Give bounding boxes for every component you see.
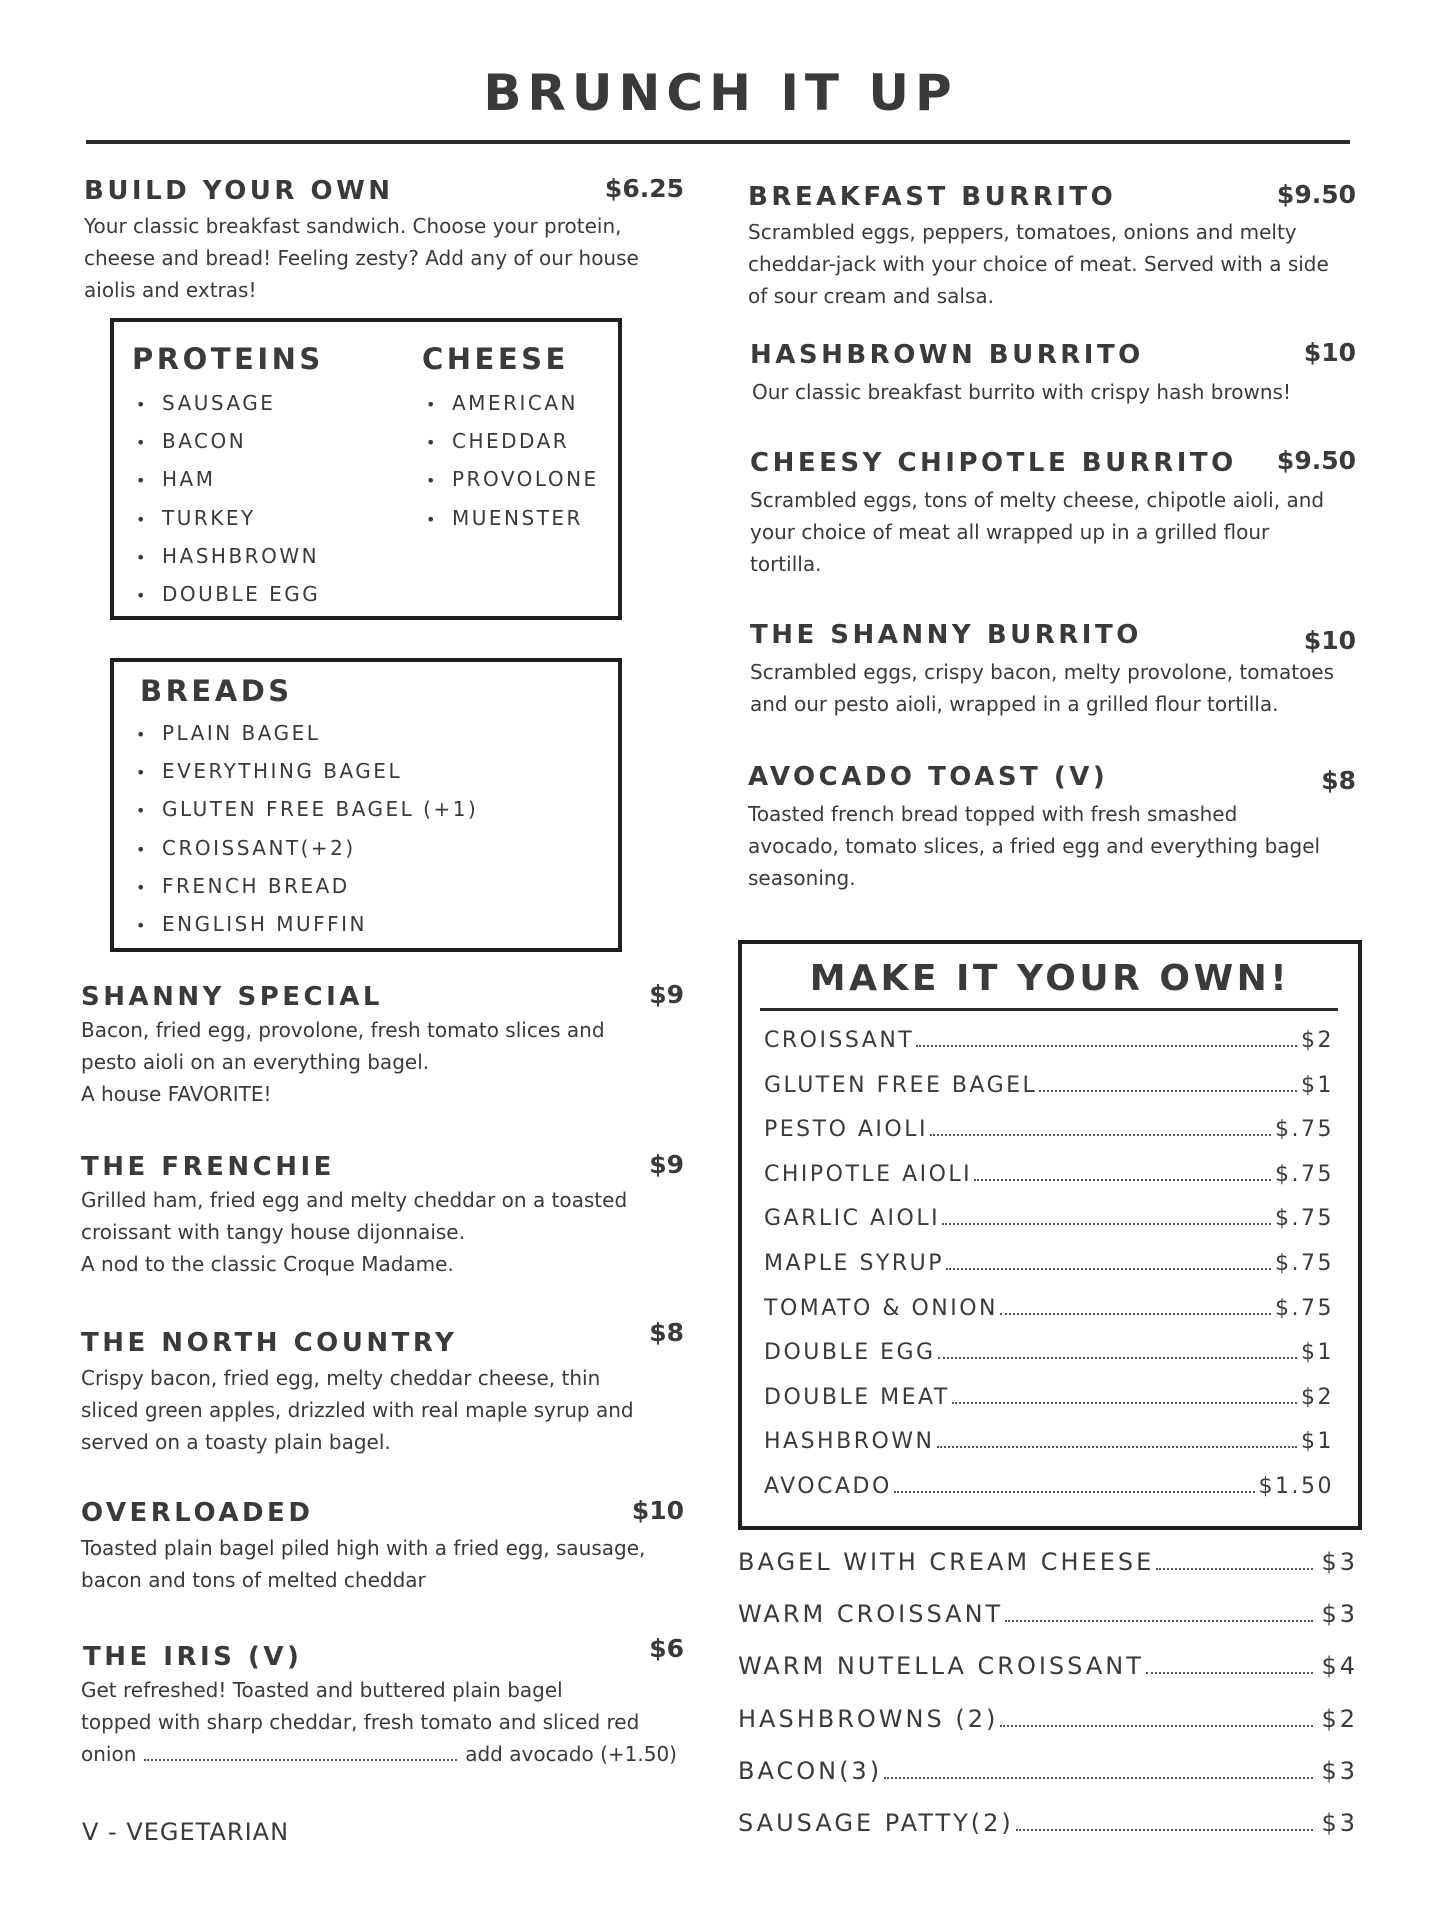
item-price-build-your-own: $6.25 [604, 174, 684, 203]
desc-line: aiolis and extras! [84, 278, 257, 302]
item-desc-hashbrown-burrito [752, 376, 1356, 408]
list-item: • BACON [136, 429, 247, 454]
addon-row: DOUBLE MEAT $2 [764, 1384, 1334, 1410]
desc-line: topped with sharp cheddar, fresh tomato and sliced red [81, 1710, 640, 1734]
desc-line: Crispy bacon, fried egg, melty cheddar cheese, thin [81, 1366, 601, 1390]
vegetarian-legend: V - VEGETARIAN [82, 1818, 290, 1846]
list-item: • ENGLISH MUFFIN [136, 911, 367, 936]
desc-line: bacon and tons of melted cheddar [81, 1568, 426, 1592]
addon-row: CHIPOTLE AIOLI $.75 [764, 1161, 1334, 1187]
side-row: BACON(3) $3 [738, 1756, 1358, 1785]
item-price-the-north-country: $8 [649, 1318, 684, 1347]
desc-line: Grilled ham, fried egg and melty cheddar on a toasted [81, 1188, 628, 1212]
desc-line: Toasted plain bagel piled high with a fried egg, sausage, [81, 1536, 646, 1560]
desc-line: Our classic breakfast burrito with crispy hash browns! [752, 380, 1291, 404]
desc-line: sliced green apples, drizzled with real maple syrup and [81, 1398, 634, 1422]
item-price-cheesy-chipotle-burrito: $9.50 [1276, 446, 1356, 475]
iris-onion-text: onion [81, 1742, 137, 1766]
item-name-overloaded: OVERLOADED [81, 1498, 314, 1528]
side-row: WARM NUTELLA CROISSANT $4 [738, 1652, 1358, 1681]
item-desc-the-north-country [81, 1362, 681, 1458]
item-desc-build-your-own [84, 210, 684, 306]
item-desc-breakfast-burrito [748, 216, 1356, 312]
addon-row: TOMATO & ONION $.75 [764, 1295, 1334, 1321]
desc-line: A nod to the classic Croque Madame. [81, 1252, 454, 1276]
make-it-your-own-box [738, 940, 1362, 1530]
item-desc-shanny-special [81, 1014, 684, 1110]
proteins-title: PROTEINS [132, 342, 324, 376]
item-price-avocado-toast: $8 [1321, 766, 1356, 795]
desc-line: Scrambled eggs, crispy bacon, melty provolone, tomatoes [750, 660, 1335, 684]
desc-line: and our pesto aioli, wrapped in a grilled flour tortilla. [750, 692, 1279, 716]
item-price-the-shanny-burrito: $10 [1303, 626, 1356, 655]
item-desc-the-frenchie [81, 1184, 684, 1280]
desc-line: Get refreshed! Toasted and buttered plain bagel [81, 1678, 563, 1702]
item-desc-the-shanny-burrito [750, 656, 1356, 720]
item-desc-cheesy-chipotle-burrito [750, 484, 1356, 580]
list-item: • FRENCH BREAD [136, 873, 350, 898]
list-item: • PROVOLONE [426, 467, 599, 492]
desc-line: croissant with tangy house dijonnaise. [81, 1220, 465, 1244]
item-price-the-iris: $6 [649, 1634, 684, 1663]
addon-row: GLUTEN FREE BAGEL $1 [764, 1072, 1334, 1098]
item-name-shanny-special: SHANNY SPECIAL [81, 982, 383, 1012]
side-row: SAUSAGE PATTY(2) $3 [738, 1808, 1358, 1837]
sides-list [738, 1548, 1358, 1861]
item-name-the-frenchie: THE FRENCHIE [81, 1152, 335, 1182]
desc-line: Scrambled eggs, peppers, tomatoes, onions and melty [748, 220, 1297, 244]
addon-row: DOUBLE EGG $1 [764, 1340, 1334, 1366]
item-name-cheesy-chipotle-burrito: CHEESY CHIPOTLE BURRITO [750, 448, 1237, 478]
desc-line: cheese and bread! Feeling zesty? Add any of our house [84, 246, 639, 270]
item-name-the-shanny-burrito: THE SHANNY BURRITO [750, 620, 1142, 650]
proteins-list [136, 384, 320, 613]
iris-avocado-line [81, 1738, 677, 1770]
desc-line: Your classic breakfast sandwich. Choose your protein, [84, 214, 622, 238]
item-desc-avocado-toast [748, 798, 1356, 894]
addon-row: CROISSANT $2 [764, 1028, 1334, 1053]
list-item: • DOUBLE EGG [136, 581, 321, 606]
list-item: • CHEDDAR [426, 429, 570, 454]
addon-row: GARLIC AIOLI $.75 [764, 1206, 1334, 1232]
desc-line: Scrambled eggs, tons of melty cheese, chipotle aioli, and [750, 488, 1325, 512]
item-desc-the-iris [81, 1674, 677, 1770]
item-name-the-iris: THE IRIS (V) [83, 1642, 303, 1672]
item-price-breakfast-burrito: $9.50 [1276, 180, 1356, 209]
dot-leader [144, 1759, 457, 1761]
menu-title: BRUNCH IT UP [483, 64, 958, 122]
iris-avocado-option: add avocado (+1.50) [465, 1742, 677, 1766]
desc-line: tortilla. [750, 552, 822, 576]
desc-line: seasoning. [748, 866, 856, 890]
item-price-shanny-special: $9 [649, 980, 684, 1009]
addon-list [764, 1028, 1334, 1519]
side-row: HASHBROWNS (2) $2 [738, 1704, 1358, 1733]
item-price-hashbrown-burrito: $10 [1303, 338, 1356, 367]
desc-line: served on a toasty plain bagel. [81, 1430, 391, 1454]
item-name-breakfast-burrito: BREAKFAST BURRITO [748, 182, 1117, 212]
list-item: • EVERYTHING BAGEL [136, 759, 403, 784]
item-desc-overloaded [81, 1532, 684, 1596]
breads-box [110, 658, 622, 952]
item-name-the-north-country: THE NORTH COUNTRY [81, 1328, 458, 1358]
list-item: • CROISSANT(+2) [136, 835, 356, 860]
desc-line: Toasted french bread topped with fresh smashed [748, 802, 1238, 826]
make-own-divider [760, 1008, 1338, 1011]
proteins-cheese-box [110, 318, 622, 620]
desc-line: Bacon, fried egg, provolone, fresh tomato slices and [81, 1018, 605, 1042]
list-item: • HAM [136, 467, 216, 492]
desc-line: avocado, tomato slices, a fried egg and everything bagel [748, 834, 1321, 858]
desc-line: of sour cream and salsa. [748, 284, 994, 308]
list-item: • TURKEY [136, 505, 256, 530]
item-name-build-your-own: BUILD YOUR OWN [84, 176, 394, 206]
addon-row: MAPLE SYRUP $.75 [764, 1250, 1334, 1276]
desc-line: A house FAVORITE! [81, 1082, 272, 1106]
item-name-hashbrown-burrito: HASHBROWN BURRITO [750, 340, 1144, 370]
make-it-your-own-title: MAKE IT YOUR OWN! [809, 958, 1291, 999]
side-row: WARM CROISSANT $3 [738, 1600, 1358, 1629]
desc-line: cheddar-jack with your choice of meat. Served with a side [748, 252, 1329, 276]
title-divider [86, 140, 1350, 144]
addon-row: PESTO AIOLI $.75 [764, 1117, 1334, 1143]
list-item: • AMERICAN [426, 391, 578, 415]
list-item: • HASHBROWN [136, 543, 320, 568]
list-item: • GLUTEN FREE BAGEL (+1) [136, 797, 479, 822]
list-item: • SAUSAGE [136, 391, 276, 415]
addon-row: HASHBROWN $1 [764, 1429, 1334, 1455]
item-price-overloaded: $10 [631, 1496, 684, 1525]
breads-title: BREADS [140, 674, 293, 708]
desc-line: pesto aioli on an everything bagel. [81, 1050, 430, 1074]
list-item: • PLAIN BAGEL [136, 721, 321, 745]
cheese-list [426, 384, 599, 537]
side-row: BAGEL WITH CREAM CHEESE $3 [738, 1548, 1358, 1576]
breads-list [136, 714, 478, 943]
list-item: • MUENSTER [426, 505, 583, 530]
desc-line: your choice of meat all wrapped up in a grilled flour [750, 520, 1270, 544]
item-name-avocado-toast: AVOCADO TOAST (V) [748, 762, 1109, 792]
addon-row: AVOCADO $1.50 [764, 1473, 1334, 1499]
cheese-title: CHEESE [422, 342, 569, 376]
item-price-the-frenchie: $9 [649, 1150, 684, 1179]
